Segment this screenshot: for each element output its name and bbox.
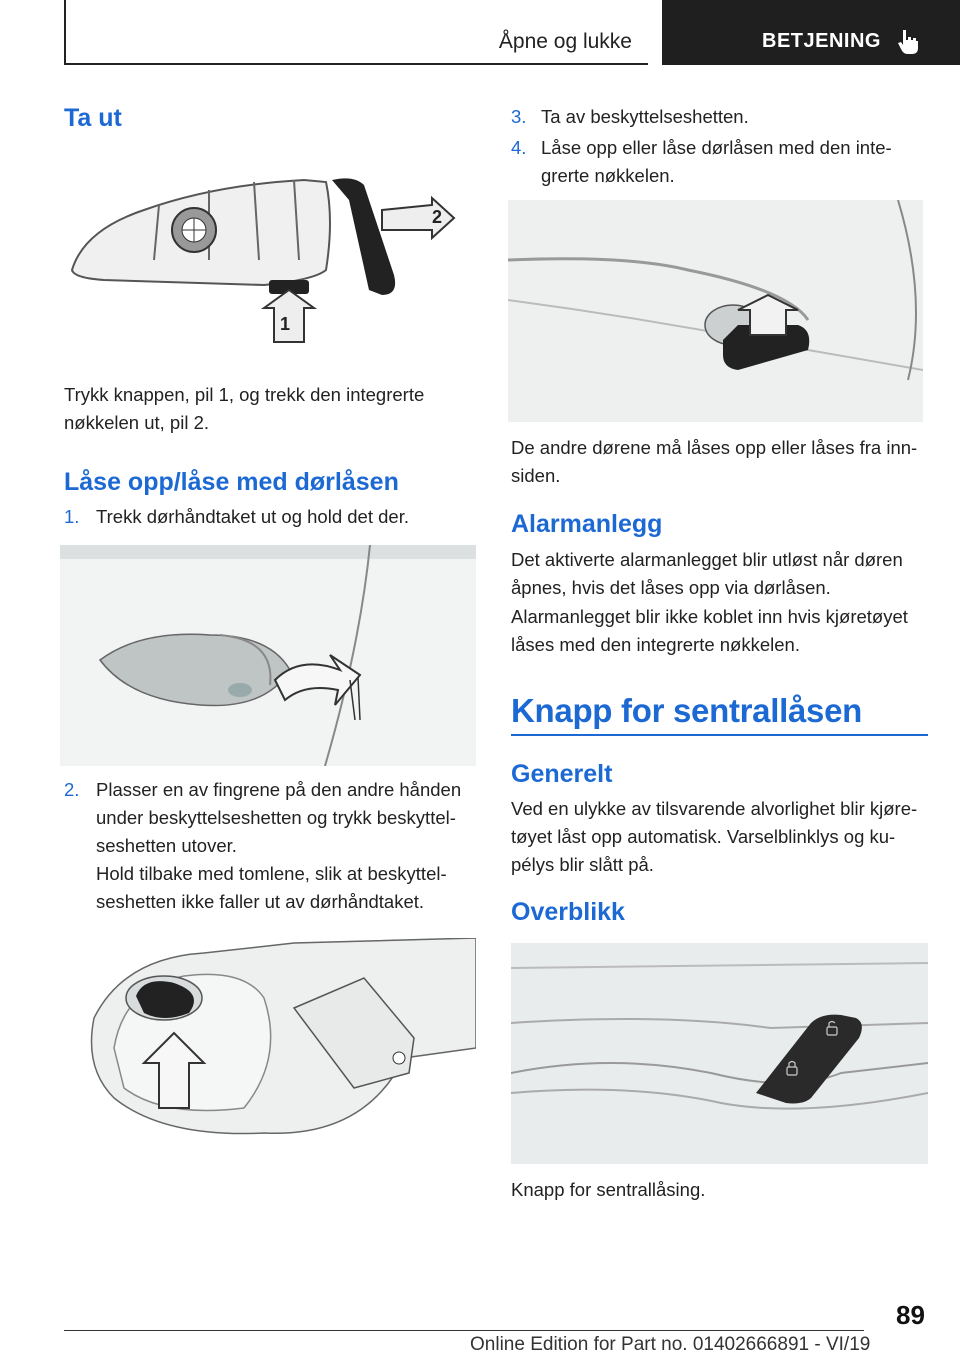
para-generelt: Ved en ulykke av tilsvarende alvorlighet blir kjøre-tøyet låst opp automatisk. Varselblinklys og ku-pélys blir slått på. (511, 798, 918, 875)
heading-alarmanlegg: Alarmanlegg (511, 510, 663, 538)
step-1-text: Trekk dørhåndtaket ut og hold det der. (96, 506, 409, 527)
heading-overblikk: Overblikk (511, 898, 625, 926)
footer-rule (64, 1330, 864, 1331)
para-other-doors: De andre dørene må låses opp eller låses fra inn-siden. (511, 437, 918, 486)
figure1-label-1: 1 (280, 314, 291, 334)
heading-ta-ut: Ta ut (64, 104, 122, 132)
figure1-label-2: 2 (432, 207, 443, 227)
step-1-number: 1. (64, 506, 80, 527)
step-2-number: 2. (64, 779, 80, 800)
step-2-extra: Hold tilbake med tomlene, slik at beskyttel-seshetten ikke faller ut av dørhåndtaket. (96, 863, 447, 912)
para-alarm-1: Det aktiverte alarmanlegget blir utløst når døren åpnes, hvis det låses opp via dørlåsen. (511, 549, 903, 598)
step-4-number: 4. (511, 137, 527, 158)
step-3-text: Ta av beskyttelseshetten. (541, 106, 749, 127)
chapter-tab-label: BETJENING (762, 30, 881, 52)
page-number: 89 (896, 1300, 925, 1330)
door-handle-figure (60, 545, 476, 766)
protective-cap-figure (64, 938, 476, 1140)
header-rule-vertical (64, 0, 66, 64)
para-ta-ut: Trykk knappen, pil 1, og trekk den integrerte nøkkelen ut, pil 2. (64, 384, 425, 433)
section-title: Åpne og lukke (498, 30, 632, 53)
header-rule-horizontal (64, 63, 648, 65)
para-alarm-2: Alarmanlegget blir ikke koblet inn hvis kjøretøyet låses med den integrerte nøkkelen. (511, 606, 908, 655)
key-in-lock-figure (508, 200, 923, 422)
heading-rule (511, 734, 928, 736)
step-3-number: 3. (511, 106, 527, 127)
footer-edition: Online Edition for Part no. 01402666891 - VI/19 (470, 1334, 871, 1355)
key-fob-figure (64, 160, 476, 360)
central-lock-button-figure (511, 943, 928, 1164)
heading-generelt: Generelt (511, 760, 613, 788)
heading-knapp-sentrallasen: Knapp for sentrallåsen (511, 692, 862, 729)
heading-lase-opp: Låse opp/låse med dørlåsen (64, 468, 399, 496)
step-4-text: Låse opp eller låse dørlåsen med den inte-grerte nøkkelen. (541, 137, 892, 186)
step-2-text: Plasser en av fingrene på den andre hånden under beskyttelseshetten og trykk beskyttel-seshetten utover. (96, 779, 462, 856)
caption-overblikk: Knapp for sentrallåsing. (511, 1179, 706, 1200)
hand-pointer-icon (894, 26, 924, 56)
